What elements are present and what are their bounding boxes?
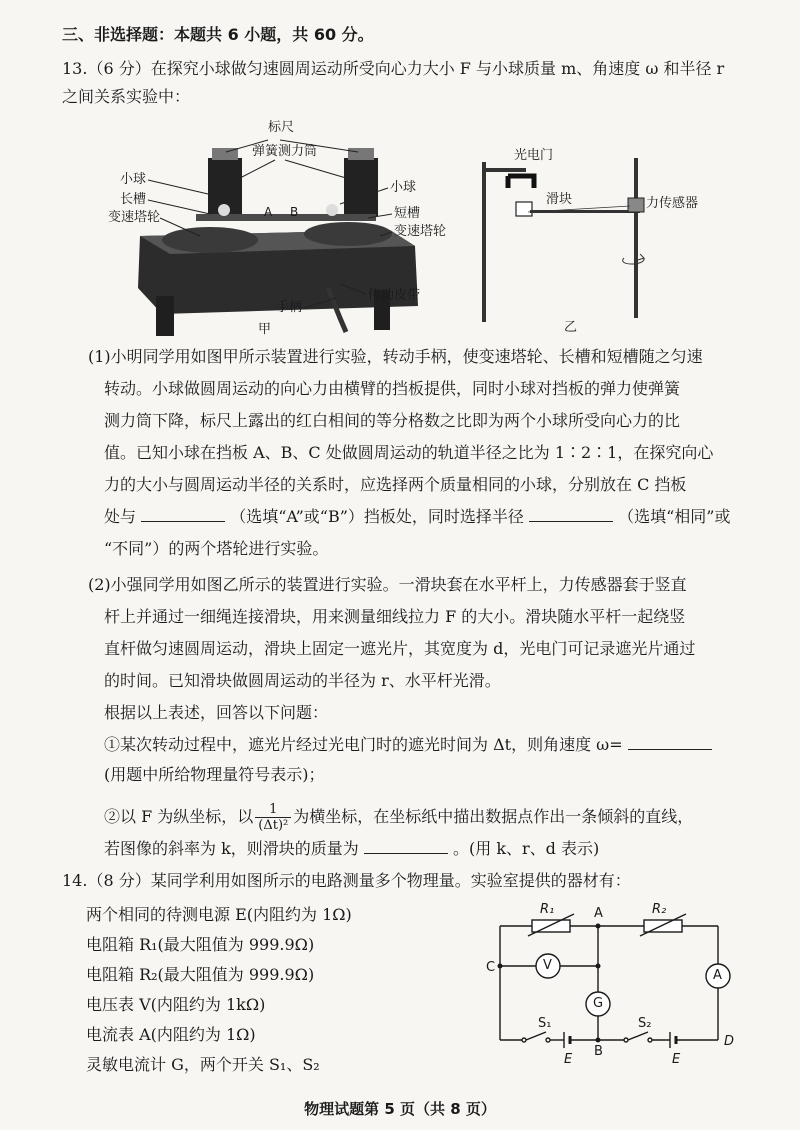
q13-intro-line-2: 之间关系实验中：	[62, 87, 191, 106]
figure-yi	[468, 140, 708, 340]
figure-jia	[100, 118, 470, 343]
label-biaochi: 标尺	[268, 120, 295, 135]
answer-blank-2[interactable]	[529, 507, 613, 522]
circuit-label-node-c: C	[486, 960, 496, 975]
q13-p1-fill-text-a: 处与	[104, 507, 137, 526]
q14-item-3: 电阻箱 R₂(最大阻值为 999.9Ω)	[86, 965, 315, 984]
label-xiaoqiu-right: 小球	[390, 180, 417, 195]
label-tanhuang: 弹簧测力筒	[252, 144, 318, 159]
circuit-label-voltmeter: V	[543, 958, 552, 973]
q13-p2-line-3: 直杆做匀速圆周运动，滑块上固定一遮光片，其宽度为 d，光电门可记录遮光片通过	[104, 639, 696, 658]
q13-sub1-line	[104, 734, 712, 756]
inverse-dt-squared-fraction	[255, 802, 291, 833]
label-a: A	[264, 205, 273, 219]
label-guangdianmen: 光电门	[514, 148, 554, 163]
q13-sub2-line	[104, 800, 693, 834]
circuit-label-e1: E	[564, 1052, 573, 1067]
q13-p2-line-2: 杆上并通过一细绳连接滑块，用来测量细线拉力 F 的大小。滑块随水平杆一起绕竖	[104, 607, 686, 626]
q13-intro-line-1: 13.（6 分）在探究小球做匀速圆周运动所受向心力大小 F 与小球质量 m、角速度 ω 和半径 r	[62, 59, 725, 78]
q14-item-5: 电流表 A(内阻约为 1Ω)	[86, 1025, 256, 1044]
circuit-label-r1: R₁	[540, 902, 555, 917]
page-footer: 物理试题第 5 页（共 8 页）	[304, 1100, 496, 1118]
circuit-label-node-b: B	[594, 1044, 603, 1059]
label-changcao: 长槽	[120, 192, 147, 207]
answer-blank-4[interactable]	[364, 839, 448, 854]
q13-p1-line-1: (1)小明同学用如图甲所示装置进行实验，转动手柄，使变速塔轮、长槽和短槽随之匀速	[88, 347, 703, 366]
q14-item-6: 灵敏电流计 G，两个开关 S₁、S₂	[86, 1055, 320, 1074]
q13-p1-line-3: 测力筒下降，标尺上露出的红白相间的等分格数之比即为两个小球所受向心力的比	[104, 411, 681, 430]
label-xiaoqiu-left: 小球	[120, 172, 147, 187]
q13-sub1-note: (用题中所给物理量符号表示)；	[104, 765, 325, 784]
figure-yi-caption: 乙	[564, 320, 578, 335]
q13-sub1-text: ①某次转动过程中，遮光片经过光电门时的遮光时间为 Δt，则角速度 ω=	[104, 735, 623, 754]
q13-sub2-text-a: ②以 F 为纵坐标，以	[104, 807, 254, 826]
q13-p2-line-1: (2)小强同学用如图乙所示的装置进行实验。一滑块套在水平杆上，力传感器套于竖直	[88, 575, 687, 594]
q13-p1-line-2: 转动。小球做圆周运动的向心力由横臂的挡板提供，同时小球对挡板的弹力使弹簧	[104, 379, 681, 398]
q13-p1-fill-text-b: （选填“A”或“B”）挡板处，同时选择半径	[230, 507, 524, 526]
label-biansu-right: 变速塔轮	[394, 224, 447, 239]
q13-sub2-text-b: 为横坐标，在坐标纸中描出数据点作出一条倾斜的直线，	[293, 807, 694, 826]
q14-item-4: 电压表 V(内阻约为 1kΩ)	[86, 995, 266, 1014]
circuit-label-node-d: D	[724, 1034, 735, 1049]
q13-p1-line-5: 力的大小与圆周运动半径的关系时，应选择两个质量相同的小球，分别放在 C 挡板	[104, 475, 687, 494]
circuit-label-s2: S₂	[638, 1016, 652, 1031]
circuit-label-ammeter: A	[713, 968, 722, 983]
label-lichuanganqi: 力传感器	[646, 196, 699, 211]
q13-sub2-text-c: 若图像的斜率为 k，则滑块的质量为	[104, 839, 359, 858]
circuit-diagram	[484, 900, 744, 1076]
q13-p1-fill-text-c: （选填“相同”或	[618, 507, 731, 526]
q13-p1-line-4: 值。已知小球在挡板 A、B、C 处做圆周运动的轨道半径之比为 1∶2∶1，在探究向心	[104, 443, 714, 462]
q13-sub2-fill-line	[104, 838, 599, 860]
q14-intro: 14.（8 分）某同学利用如图所示的电路测量多个物理量。实验室提供的器材有：	[62, 871, 631, 890]
q13-p1-fill-line	[104, 506, 730, 528]
circuit-drawing	[484, 900, 744, 1076]
figure-jia-caption: 甲	[258, 322, 272, 337]
rotating-slider-drawing	[468, 140, 708, 340]
fraction-numerator: 1	[255, 802, 291, 818]
label-biansu-left: 变速塔轮	[108, 210, 161, 225]
q13-p1-last-line: “不同”）的两个塔轮进行实验。	[104, 539, 329, 558]
label-shoubing: 手柄	[276, 300, 303, 315]
label-huakuai: 滑块	[546, 192, 573, 207]
circuit-label-galvanometer: G	[593, 996, 604, 1011]
answer-blank-3[interactable]	[628, 735, 712, 750]
q14-item-1: 两个相同的待测电源 E(内阻约为 1Ω)	[86, 905, 352, 924]
label-pidai: 传动皮带	[368, 288, 421, 303]
circuit-label-r2: R₂	[652, 902, 667, 917]
circuit-label-node-a: A	[594, 906, 603, 921]
q14-item-2: 电阻箱 R₁(最大阻值为 999.9Ω)	[86, 935, 315, 954]
circuit-label-e2: E	[672, 1052, 681, 1067]
q13-p2-ask: 根据以上表述，回答以下问题：	[104, 703, 329, 722]
q13-sub2-text-d: 。(用 k、r、d 表示)	[452, 839, 600, 858]
label-duancao: 短槽	[394, 206, 421, 221]
label-b: B	[290, 205, 299, 219]
q13-p2-line-4: 的时间。已知滑块做圆周运动的半径为 r、水平杆光滑。	[104, 671, 501, 690]
section-title: 三、非选择题：本题共 6 小题，共 60 分。	[62, 25, 374, 44]
answer-blank-1[interactable]	[141, 507, 225, 522]
fraction-denominator: (Δt)²	[258, 818, 289, 833]
circuit-label-s1: S₁	[538, 1016, 552, 1031]
